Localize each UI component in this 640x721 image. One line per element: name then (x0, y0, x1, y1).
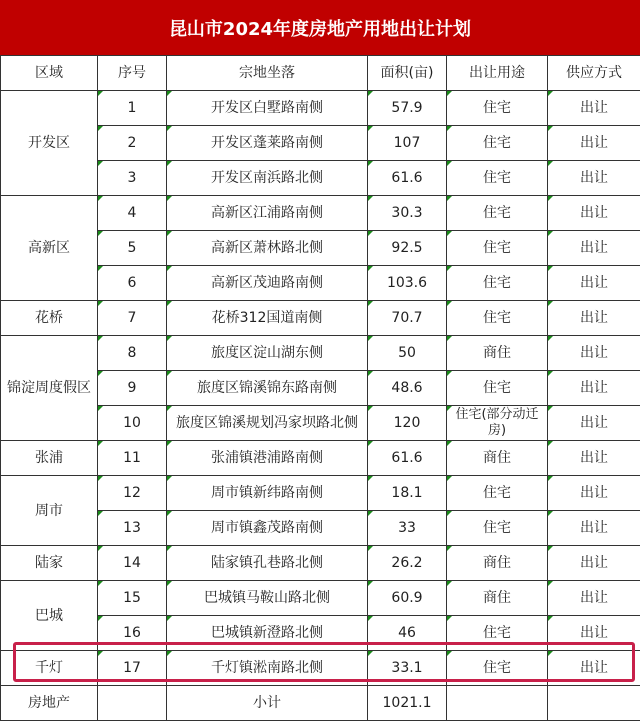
cell-area: 33.1 (368, 651, 447, 686)
cell-number: 2 (98, 126, 167, 161)
cell-location: 巴城镇马鞍山路北侧 (167, 581, 368, 616)
cell-supply-method: 出让 (548, 231, 640, 266)
cell-supply-method: 出让 (548, 196, 640, 231)
cell-number: 10 (98, 406, 167, 441)
cell-location: 巴城镇新澄路北侧 (167, 616, 368, 651)
cell-area: 61.6 (368, 161, 447, 196)
subtotal-row (1, 686, 640, 721)
table-row (1, 301, 640, 336)
cell-use: 住宅 (447, 616, 548, 651)
table-row (1, 546, 640, 581)
table-row (1, 196, 640, 231)
cell-area: 92.5 (368, 231, 447, 266)
cell-use: 住宅 (447, 476, 548, 511)
cell-use: 住宅 (447, 301, 548, 336)
cell-number: 6 (98, 266, 167, 301)
table-row (1, 651, 640, 686)
header-number: 序号 (98, 56, 167, 91)
cell-location: 开发区白墅路南侧 (167, 91, 368, 126)
cell-area: 18.1 (368, 476, 447, 511)
header-region: 区域 (1, 56, 98, 91)
cell-supply-method: 出让 (548, 511, 640, 546)
cell-region: 花桥 (1, 301, 98, 336)
cell-number: 3 (98, 161, 167, 196)
cell-region: 陆家 (1, 546, 98, 581)
cell-location: 旅度区锦溪规划冯家坝路北侧 (167, 406, 368, 441)
cell-number: 8 (98, 336, 167, 371)
cell-number: 14 (98, 546, 167, 581)
cell-region: 周市 (1, 476, 98, 546)
cell-number: 4 (98, 196, 167, 231)
cell-number: 7 (98, 301, 167, 336)
cell-area: 50 (368, 336, 447, 371)
cell-region: 开发区 (1, 91, 98, 196)
cell-area: 120 (368, 406, 447, 441)
cell-use: 商住 (447, 546, 548, 581)
cell-use: 住宅 (447, 126, 548, 161)
cell-area: 103.6 (368, 266, 447, 301)
cell-use: 住宅 (447, 161, 548, 196)
cell-region: 锦淀周度假区 (1, 336, 98, 441)
cell-location: 高新区江浦路南侧 (167, 196, 368, 231)
table-row (1, 581, 640, 616)
cell-location: 周市镇鑫茂路南侧 (167, 511, 368, 546)
table-header-row (1, 56, 640, 91)
cell-location: 陆家镇孔巷路北侧 (167, 546, 368, 581)
cell-supply-method: 出让 (548, 126, 640, 161)
cell-use: 商住 (447, 336, 548, 371)
subtotal-label: 小计 (167, 686, 368, 721)
subtotal-blank (447, 686, 548, 721)
cell-area: 57.9 (368, 91, 447, 126)
table-row (1, 91, 640, 126)
cell-area: 60.9 (368, 581, 447, 616)
subtotal-blank (548, 686, 640, 721)
cell-supply-method: 出让 (548, 266, 640, 301)
cell-number: 1 (98, 91, 167, 126)
cell-supply-method: 出让 (548, 581, 640, 616)
cell-region: 千灯 (1, 651, 98, 686)
cell-supply-method: 出让 (548, 441, 640, 476)
table-title: 昆山市2024年度房地产用地出让计划 (0, 0, 640, 55)
subtotal-blank (98, 686, 167, 721)
cell-use: 住宅 (447, 511, 548, 546)
cell-use: 商住 (447, 441, 548, 476)
cell-number: 17 (98, 651, 167, 686)
cell-number: 16 (98, 616, 167, 651)
header-supply-method: 供应方式 (548, 56, 640, 91)
cell-area: 70.7 (368, 301, 447, 336)
cell-use: 住宅(部分动迁房) (447, 406, 548, 441)
cell-area: 107 (368, 126, 447, 161)
cell-number: 15 (98, 581, 167, 616)
cell-area: 48.6 (368, 371, 447, 406)
cell-location: 千灯镇淞南路北侧 (167, 651, 368, 686)
cell-use: 住宅 (447, 231, 548, 266)
cell-location: 旅度区淀山湖东侧 (167, 336, 368, 371)
cell-location: 周市镇新纬路南侧 (167, 476, 368, 511)
cell-supply-method: 出让 (548, 91, 640, 126)
cell-use: 住宅 (447, 371, 548, 406)
cell-number: 13 (98, 511, 167, 546)
cell-supply-method: 出让 (548, 616, 640, 651)
cell-supply-method: 出让 (548, 301, 640, 336)
cell-supply-method: 出让 (548, 651, 640, 686)
cell-area: 30.3 (368, 196, 447, 231)
cell-use: 住宅 (447, 266, 548, 301)
cell-number: 5 (98, 231, 167, 266)
cell-number: 11 (98, 441, 167, 476)
header-location: 宗地坐落 (167, 56, 368, 91)
cell-location: 旅度区锦溪锦东路南侧 (167, 371, 368, 406)
cell-supply-method: 出让 (548, 476, 640, 511)
cell-number: 12 (98, 476, 167, 511)
cell-area: 46 (368, 616, 447, 651)
cell-area: 61.6 (368, 441, 447, 476)
cell-supply-method: 出让 (548, 161, 640, 196)
cell-supply-method: 出让 (548, 546, 640, 581)
subtotal-area: 1021.1 (368, 686, 447, 721)
cell-supply-method: 出让 (548, 336, 640, 371)
cell-use: 住宅 (447, 91, 548, 126)
cell-region: 张浦 (1, 441, 98, 476)
header-use: 出让用途 (447, 56, 548, 91)
cell-location: 花桥312国道南侧 (167, 301, 368, 336)
cell-use: 住宅 (447, 196, 548, 231)
land-plan-table (0, 55, 640, 721)
header-area: 面积(亩) (368, 56, 447, 91)
cell-location: 高新区萧林路北侧 (167, 231, 368, 266)
cell-use: 住宅 (447, 651, 548, 686)
cell-use: 商住 (447, 581, 548, 616)
cell-location: 张浦镇港浦路南侧 (167, 441, 368, 476)
table-row (1, 476, 640, 511)
table-row (1, 336, 640, 371)
cell-location: 开发区蓬莱路南侧 (167, 126, 368, 161)
table-row (1, 441, 640, 476)
cell-location: 开发区南浜路北侧 (167, 161, 368, 196)
cell-area: 33 (368, 511, 447, 546)
cell-region: 高新区 (1, 196, 98, 301)
cell-supply-method: 出让 (548, 406, 640, 441)
cell-area: 26.2 (368, 546, 447, 581)
table-body (1, 91, 640, 686)
subtotal-region: 房地产 (1, 686, 98, 721)
cell-supply-method: 出让 (548, 371, 640, 406)
cell-region: 巴城 (1, 581, 98, 651)
cell-location: 高新区茂迪路南侧 (167, 266, 368, 301)
cell-number: 9 (98, 371, 167, 406)
